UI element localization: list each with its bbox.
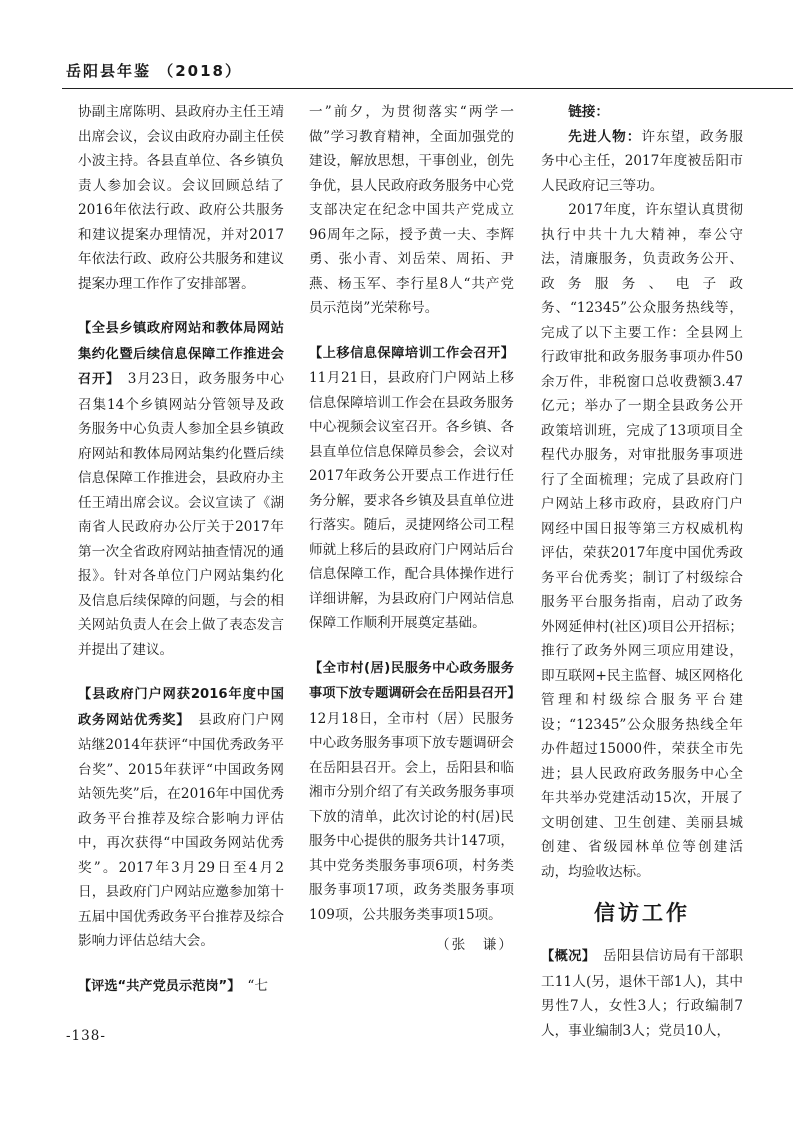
entry-body: 岳阳县信访局有干部职工11人(另，退休干部1人)，其中男性7人，女性3人；行政编制7人，事业编制3人；党员10人，	[541, 948, 744, 1039]
running-head: 岳阳县年鉴 （2018）	[66, 62, 242, 80]
paragraph-continued: 一”前夕，为贯彻落实“两学一做”学习教育精神，全面加强党的建设，解放思想，干事创业，创先争优，县人民政府政务服务中心党支部决定在纪念中国共产党成立96周年之际，授予黄一夫、李辉勇、张小青、刘岳荣、周拓、尹燕、杨玉军、李行星8人“共产党员示范岗”光荣称号。	[309, 104, 514, 316]
person-intro: 先进人物：许东望，政务服务中心主任，2017年度被岳阳市人民政府记三等功。	[541, 128, 743, 194]
column-2	[309, 100, 514, 958]
entry-title: 【全市村(居)民服务中心政务服务事项下放专题调研会在岳阳县召开】	[309, 660, 514, 701]
section-title: 信访工作	[594, 901, 690, 925]
column-1	[78, 100, 284, 999]
entry-body: 县政府门户网站继2014年获评“中国优秀政务平台奖”、2015年获评“中国政务网站领先奖”后，在2016年中国优秀政务平台推荐及综合影响力评估中，再次获得“中国政务网站优秀奖”。2017年3月29日至4月2日，县政府门户网站应邀参加第十五届中国优秀政务平台推荐及综合影响力评估总结大会。	[78, 711, 285, 949]
entry-title: 【评选“共产党员示范岗”】	[78, 978, 234, 994]
entry-body: “七	[247, 977, 268, 994]
entry-portal-award	[78, 682, 284, 954]
entry-title: 【县政府门户网获2016年度中国政务网站优秀奖】	[78, 687, 284, 728]
author-credit: （张 谦）	[436, 937, 514, 953]
entry-overview	[541, 944, 743, 1043]
paragraph-continued: 协副主席陈明、县政府办主任王靖出席会议，会议由政府办副主任侯小波主持。各县直单位、各乡镇负责人参加会议。会议回顾总结了2016年依法行政、政府公共服务和建议提案办理情况，并对2017年依法行政、政府公共服务和建议提案办理工作作了安排部署。	[78, 104, 284, 292]
page-number: -138-	[66, 1028, 106, 1044]
entry-party-model	[78, 974, 284, 1000]
header-rule	[62, 88, 793, 89]
entry-body: 12月18日，全市村（居）民服务中心政务服务事项下放专题调研会在岳阳县召开。会上，岳阳县和临湘市分别介绍了有关政务服务事项下放的清单，此次讨论的村(居)民服务中心提供的服务共计147项，其中党务类服务事项6项，村务类服务事项17项，政务类服务事项109项，公共服务类事项15项。	[309, 710, 514, 923]
column-3	[541, 100, 743, 1043]
entry-body: 11月21日，县政府门户网站上移信息保障培训工作会在县政务服务中心视频会议室召开。各乡镇、各县直单位信息保障员参会，会议对2017年政务公开要点工作进行任务分解，要求各乡镇及县直单位进行落实。随后，灵捷网络公司工程师就上移后的县政府门户网站后台信息保障工作，配合具体操作进行详细讲解，为县政府门户网站信息保障工作顺利开展奠定基础。	[309, 370, 514, 631]
entry-title: 【概况】	[541, 949, 589, 964]
entry-info-training	[309, 341, 514, 636]
entry-title: 【上移信息保障培训工作会召开】	[309, 345, 514, 361]
person-body: 2017年度，许东望认真贯彻执行中共十九大精神，奉公守法，清廉服务，负责政务公开、政务服务、电子政务、“12345”公众服务热线等，完成了以下主要工作：全县网上行政审批和政务服务事项办件50余万件，非税窗口总收费额3.47亿元；举办了一期全县政务公开政策培训班，完成了13项项目全程代办服务，对审批服务事项进行了全面梳理；完成了县政府门户网站上移市政府，县政府门户网经中国日报等第三方权威机构评估，荣获2017年度中国优秀政务平台优秀奖；制订了村级综合服务平台服务指南，启动了政务外网延伸村(社区)项目公开招标；推行了政务外网三项应用建设，即互联网+民主监督、城区网格化管理和村级综合服务平台建设；“12345”公众服务热线全年办件超过15000件，荣获全市先进；县人民政府政务服务中心全年共举办党建活动15次，开展了文明创建、卫生创建、美丽县城创建、省级园林单位等创建活动，均验收达标。	[541, 202, 743, 880]
entry-body: 3月23日，政务服务中心召集14个乡镇网站分管领导及政务服务中心负责人参加全县乡镇政府网站和教体局网站集约化暨后续信息保障工作推进会，县政府办主任王靖出席会议。会议宣读了《湖南省人民政府办公厅关于2017年第一次全省政府网站抽查情况的通报》。针对各单位门户网站集约化及信息后续保障的问题，与会的相关网站负责人在会上做了表态发言并提出了建议。	[78, 371, 284, 658]
entry-village-service-survey	[309, 656, 514, 928]
link-label: 链接：	[568, 104, 609, 120]
person-label: 先进人物：	[568, 128, 642, 145]
entry-title: 【全县乡镇政府网站和教体局网站集约化暨后续信息保障工作推进会召开】	[78, 321, 284, 387]
entry-network-intensification	[78, 316, 284, 662]
